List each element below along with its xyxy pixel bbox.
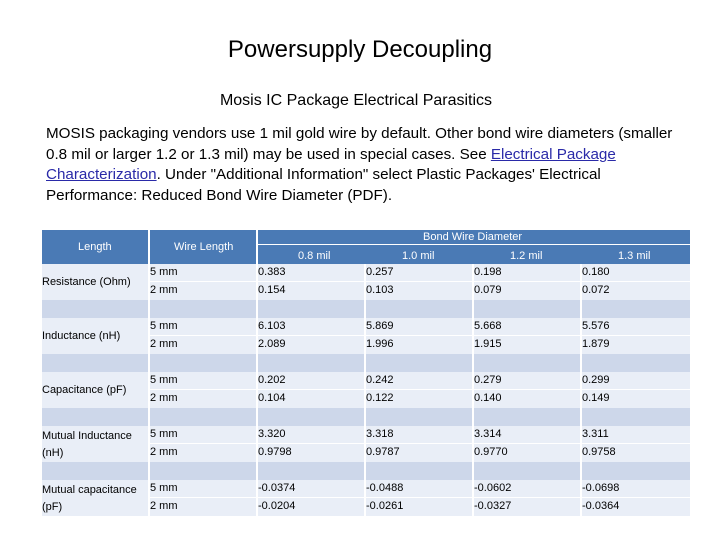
value-cell: 0.198 [474,266,502,278]
paragraph-text-end: . Under "Additional Information" select Plastic Packages' Electrical Performance: Reduced Bond Wire Diameter (PDF). [46,166,601,204]
column-divider [256,264,258,516]
value-cell: 2.089 [258,338,286,350]
wire-length-cell: 2 mm [150,284,178,296]
row-label-capacitance: Capacitance (pF) [42,384,127,396]
wire-length-cell: 2 mm [150,446,178,458]
description-paragraph [46,124,686,206]
row-separator [42,300,690,318]
wire-length-cell: 5 mm [150,374,178,386]
value-cell: -0.0374 [258,482,296,494]
value-cell: 0.383 [258,266,286,278]
value-cell: 0.9787 [366,446,400,458]
value-cell: 0.103 [366,284,394,296]
value-cell: -0.0204 [258,500,296,512]
value-cell: 0.9758 [582,446,616,458]
column-divider [148,264,150,516]
header-diameter-1-3: 1.3 mil [618,250,651,262]
value-cell: 0.279 [474,374,502,386]
value-cell: 0.257 [366,266,394,278]
slide-title: Powersupply Decoupling [227,36,493,63]
electrical-package-characterization-link[interactable]: Electrical Package Characterization [46,145,616,183]
header-bond-wire-diameter: Bond Wire Diameter [423,231,523,243]
column-divider [472,264,474,516]
value-cell: 0.122 [366,392,394,404]
wire-length-cell: 2 mm [150,338,178,350]
value-cell: 0.180 [582,266,610,278]
row-label-mutual-capacitance [42,482,137,516]
value-cell: 0.299 [582,374,610,386]
value-cell: -0.0698 [582,482,620,494]
header-diameter-0-8: 0.8 mil [298,250,331,262]
value-cell: 3.318 [366,428,394,440]
wire-length-cell: 5 mm [150,320,178,332]
value-cell: 3.320 [258,428,286,440]
value-cell: -0.0261 [366,500,404,512]
value-cell: 1.879 [582,338,610,350]
wire-length-cell: 5 mm [150,482,178,494]
column-divider [580,264,582,516]
header-length: Length [78,241,112,253]
value-cell: 0.149 [582,392,610,404]
row-separator [42,462,690,480]
header-wire-length-cell [150,230,256,264]
row-label-line: (nH) [42,447,64,459]
row-separator [42,354,690,372]
header-diameter-1-0: 1.0 mil [402,250,435,262]
subrow-divider [148,281,690,282]
subrow-divider [148,335,690,336]
value-cell: 5.668 [474,320,502,332]
value-cell: 0.072 [582,284,610,296]
value-cell: 5.576 [582,320,610,332]
value-cell: 1.915 [474,338,502,350]
header-diameter-1-2: 1.2 mil [510,250,543,262]
row-label-line: (pF) [42,501,63,513]
header-length-cell [42,230,148,264]
value-cell: 0.9770 [474,446,508,458]
paragraph-text-start: MOSIS packaging vendors use 1 mil gold wire by default. Other bond wire diameters (smaller 0.8 mil or larger 1.2 or 1.3 mil) may be used in special cases. See [46,125,673,163]
value-cell: 3.311 [582,428,609,440]
value-cell: -0.0327 [474,500,512,512]
wire-length-cell: 2 mm [150,500,178,512]
value-cell: 0.202 [258,374,286,386]
wire-length-cell: 5 mm [150,428,178,440]
column-divider [364,264,366,516]
value-cell: 6.103 [258,320,286,332]
wire-length-cell: 2 mm [150,392,178,404]
wire-length-cell: 5 mm [150,266,178,278]
value-cell: -0.0488 [366,482,404,494]
header-wire-length: Wire Length [174,241,234,253]
subrow-divider [148,389,690,390]
value-cell: 0.140 [474,392,502,404]
row-label-resistance: Resistance (Ohm) [42,276,131,288]
value-cell: 5.869 [366,320,394,332]
row-label-line: Mutual Inductance [42,430,132,442]
slide-subtitle: Mosis IC Package Electrical Parasitics [219,92,493,109]
value-cell: -0.0602 [474,482,512,494]
header-bond-wire-diameter-cell [258,230,690,244]
value-cell: 0.9798 [258,446,292,458]
row-separator [42,408,690,426]
row-label-mutual-inductance [42,428,132,462]
value-cell: 0.079 [474,284,502,296]
subrow-divider [148,443,690,444]
value-cell: 0.154 [258,284,286,296]
row-label-inductance: Inductance (nH) [42,330,121,342]
value-cell: 0.104 [258,392,286,404]
value-cell: -0.0364 [582,500,620,512]
value-cell: 3.314 [474,428,502,440]
row-label-line: Mutual capacitance [42,484,137,496]
value-cell: 1.996 [366,338,394,350]
subrow-divider [148,497,690,498]
value-cell: 0.242 [366,374,394,386]
header-diameters-row [258,245,690,264]
